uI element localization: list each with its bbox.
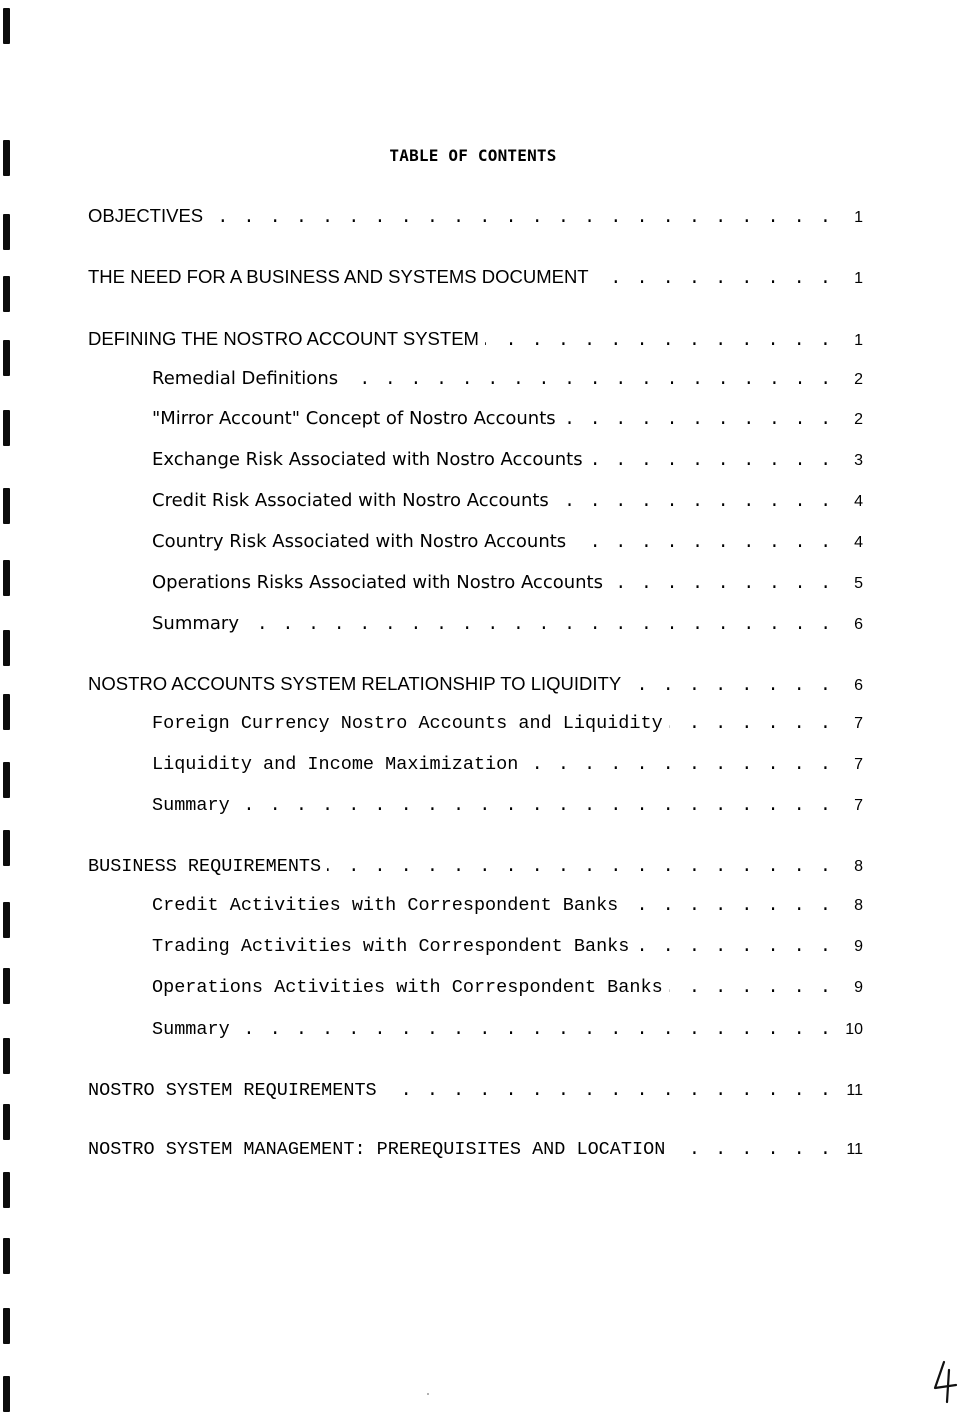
dot-leader <box>595 268 833 289</box>
dot-leader <box>669 713 833 734</box>
toc-entry-summary[interactable] <box>152 1019 863 1045</box>
toc-entry-page: 9 <box>854 938 863 955</box>
toc-entry-summary[interactable] <box>152 613 863 639</box>
toc-entry-page: 1 <box>854 332 863 349</box>
toc-entry-label: DEFINING THE NOSTRO ACCOUNT SYSTEM <box>88 328 479 349</box>
toc-entry-nostro-system-management[interactable] <box>88 1139 863 1165</box>
dot-leader <box>671 1139 833 1160</box>
toc-entry-label: Summary <box>152 1019 230 1040</box>
dot-leader <box>524 754 833 775</box>
toc-entry-objectives[interactable] <box>88 205 863 231</box>
dot-leader <box>669 977 833 998</box>
toc-entry-operations-activities[interactable] <box>152 977 863 1003</box>
toc-entry-mirror-account[interactable] <box>152 408 863 434</box>
toc-entry-page: 11 <box>846 1082 863 1099</box>
toc-entry-page: 4 <box>854 534 863 551</box>
toc-entry-exchange-risk[interactable] <box>152 449 863 475</box>
toc-entry-page: 3 <box>854 452 863 469</box>
toc-entry-defining-nostro-system[interactable] <box>88 328 863 354</box>
toc-entry-label: Country Risk Associated with Nostro Accounts <box>152 531 567 552</box>
toc-entry-label: Operations Risks Associated with Nostro Accounts <box>152 572 603 593</box>
dot-leader <box>236 795 833 816</box>
toc-entry-page: 5 <box>854 575 863 592</box>
toc-entry-page: 4 <box>854 493 863 510</box>
toc-entry-page: 10 <box>845 1021 863 1038</box>
toc-entry-page: 6 <box>854 677 863 694</box>
dot-leader <box>562 410 833 430</box>
dot-leader <box>344 370 833 390</box>
toc-entry-label: Operations Activities with Correspondent Banks <box>152 977 663 998</box>
page-title: TABLE OF CONTENTS <box>389 146 557 165</box>
dot-leader <box>589 451 833 471</box>
dot-leader <box>485 330 833 351</box>
dot-leader <box>635 936 833 957</box>
toc-entry-label: OBJECTIVES <box>88 205 204 226</box>
toc-entry-country-risk[interactable] <box>152 531 863 557</box>
toc-entry-page: 1 <box>854 270 863 287</box>
dot-leader <box>609 574 833 594</box>
toc-entry-label: Exchange Risk Associated with Nostro Accounts <box>152 449 583 470</box>
toc-entry-operations-risks[interactable] <box>152 572 863 598</box>
toc-entry-foreign-currency-liquidity[interactable] <box>152 713 863 739</box>
toc-entry-label: Remedial Definitions <box>152 368 339 389</box>
toc-entry-label: BUSINESS REQUIREMENTS <box>88 856 322 877</box>
toc-entry-income-maximization[interactable] <box>152 754 863 780</box>
toc-entry-credit-activities[interactable] <box>152 895 863 921</box>
dot-leader <box>572 533 833 553</box>
toc-entry-label: Liquidity and Income Maximization <box>152 754 519 775</box>
toc-entry-page: 2 <box>854 411 863 428</box>
dot-leader <box>327 856 833 877</box>
toc-entry-business-requirements[interactable] <box>88 856 863 882</box>
toc-entry-label: NOSTRO ACCOUNTS SYSTEM RELATIONSHIP TO LIQUIDITY <box>88 673 622 694</box>
toc-entry-page: 6 <box>854 616 863 633</box>
toc-entry-page: 7 <box>854 756 863 773</box>
toc-entry-remedial-definitions[interactable] <box>152 368 863 394</box>
toc-entry-nostro-system-requirements[interactable] <box>88 1080 863 1106</box>
toc-entry-summary[interactable] <box>152 795 863 821</box>
toc-entry-page: 11 <box>846 1141 863 1158</box>
dot-leader <box>236 1019 833 1040</box>
toc-entry-trading-activities[interactable] <box>152 936 863 962</box>
toc-entry-label: NOSTRO SYSTEM MANAGEMENT: PREREQUISITES AND LOCATION <box>88 1139 666 1160</box>
toc-entry-page: 7 <box>854 797 863 814</box>
dot-leader <box>383 1080 833 1101</box>
toc-entry-label: NOSTRO SYSTEM REQUIREMENTS <box>88 1080 377 1101</box>
toc-entry-page: 9 <box>854 979 863 996</box>
dot-leader <box>627 675 833 696</box>
toc-entry-label: Summary <box>152 795 230 816</box>
toc-entry-page: 7 <box>854 715 863 732</box>
toc-entry-label: THE NEED FOR A BUSINESS AND SYSTEMS DOCUMENT <box>88 266 589 287</box>
toc-entry-label: Credit Activities with Correspondent Banks <box>152 895 619 916</box>
toc-entry-liquidity-relationship[interactable] <box>88 673 863 699</box>
toc-entry-label: Trading Activities with Correspondent Banks <box>152 936 630 957</box>
toc-entry-label: Summary <box>152 613 239 634</box>
toc-entry-page: 8 <box>854 897 863 914</box>
toc-entry-label: "Mirror Account" Concept of Nostro Accounts <box>152 408 556 429</box>
dot-leader <box>555 492 833 512</box>
dot-leader <box>209 207 833 228</box>
toc-entry-need-for-document[interactable] <box>88 266 863 292</box>
toc-entry-page: 8 <box>854 858 863 875</box>
toc-entry-page: 2 <box>854 371 863 388</box>
dot-leader <box>624 895 833 916</box>
toc-entry-label: Foreign Currency Nostro Accounts and Liquidity <box>152 713 663 734</box>
toc-entry-credit-risk[interactable] <box>152 490 863 516</box>
handwritten-page-number <box>930 1358 960 1404</box>
toc-entry-page: 1 <box>854 209 863 226</box>
toc-entry-label: Credit Risk Associated with Nostro Accounts <box>152 490 549 511</box>
dot-leader <box>245 615 833 635</box>
